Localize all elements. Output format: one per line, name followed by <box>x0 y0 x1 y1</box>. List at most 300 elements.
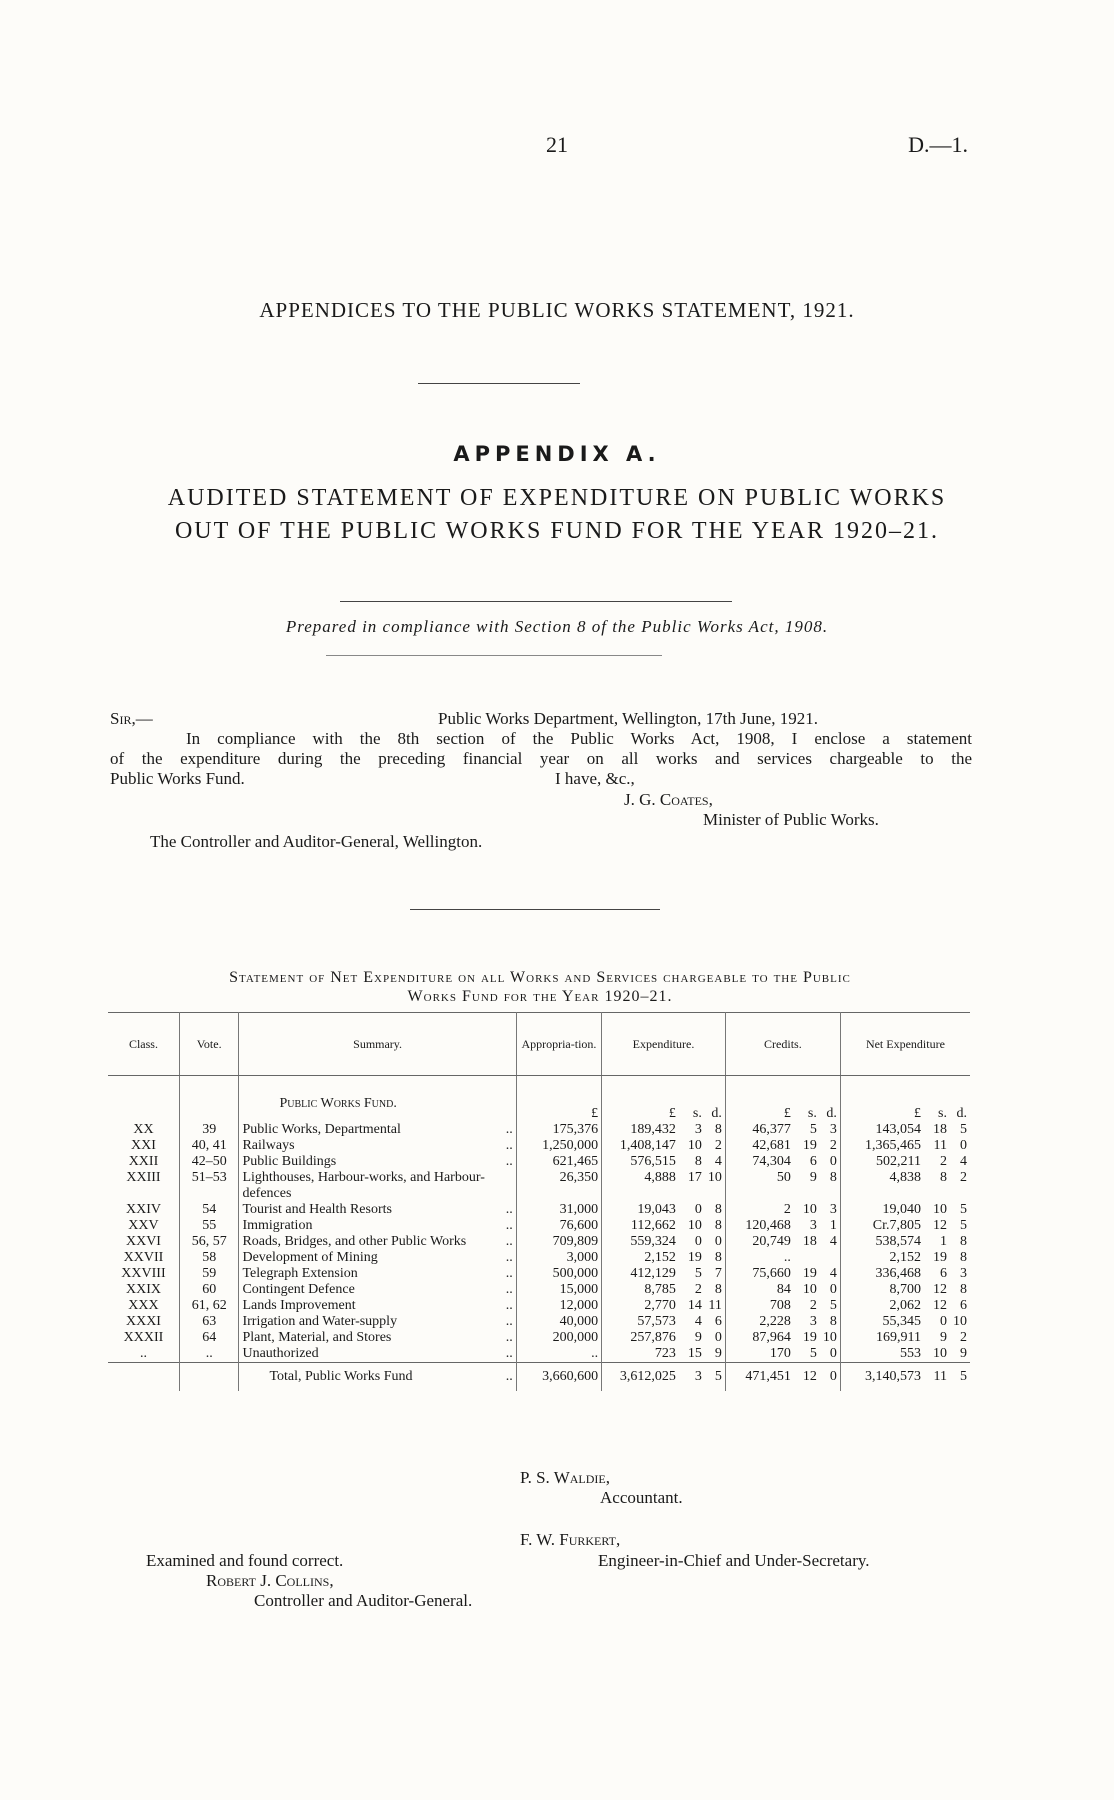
net-expenditure-pounds: 55,345 <box>882 1314 921 1329</box>
net-expenditure-cell <box>840 1218 970 1234</box>
appropriation-cell: 15,000 <box>516 1282 601 1298</box>
leader-dots: .. <box>505 1282 513 1297</box>
credits-pounds: 87,964 <box>752 1330 791 1345</box>
expenditure-cell <box>602 1266 726 1282</box>
net-expenditure-pence: 10 <box>953 1314 967 1329</box>
leader-dots: .. <box>505 1266 513 1281</box>
expenditure-pence: 0 <box>714 1234 722 1249</box>
credits-cell <box>725 1154 840 1170</box>
expenditure-pounds: 4,888 <box>644 1170 676 1185</box>
document-reference: D.—1. <box>908 132 968 157</box>
net-expenditure-pounds: 8,700 <box>889 1282 921 1297</box>
class-cell: XXX <box>108 1298 179 1314</box>
summary-cell <box>239 1202 516 1218</box>
appropriation-cell: 709,809 <box>516 1234 601 1250</box>
net-expenditure-shillings: 11 <box>933 1138 947 1153</box>
summary-cell <box>239 1122 516 1138</box>
prepared-note: Prepared in compliance with Section 8 of the Public Works Act, 1908. <box>285 617 829 636</box>
expenditure-cell <box>602 1170 726 1202</box>
net-expenditure-shillings: 12 <box>933 1298 947 1313</box>
summary-text: Public Buildings <box>242 1154 337 1169</box>
credits-pounds: 46,377 <box>752 1122 791 1137</box>
engineer-name: F. W. Furkert, <box>520 1530 621 1549</box>
vote-cell: 58 <box>179 1250 239 1266</box>
credits-shillings: 10 <box>802 1282 817 1297</box>
leader-dots: .. <box>505 1234 513 1249</box>
net-expenditure-pence: 4 <box>960 1154 967 1169</box>
credits-pence: 8 <box>829 1314 837 1329</box>
table-header-row <box>108 1013 970 1076</box>
auditor-name: Robert J. Collins, <box>206 1571 334 1590</box>
net-expenditure-pence: 6 <box>960 1298 967 1313</box>
letter-signatory-title: Minister of Public Works. <box>703 810 879 829</box>
net-expenditure-pence: 5 <box>960 1202 967 1217</box>
net-expenditure-shillings: 12 <box>933 1218 947 1233</box>
total-label: Total, Public Works Fund <box>269 1369 413 1384</box>
expenditure-cell <box>602 1138 726 1154</box>
leader-dots: .. <box>505 1314 513 1329</box>
vote-cell: 51–53 <box>179 1170 239 1202</box>
total-net-expenditure <box>840 1363 970 1392</box>
table-row <box>108 1234 970 1250</box>
letter-body-line3: Public Works Fund. <box>110 769 245 788</box>
net-expenditure-pounds: Cr.7,805 <box>872 1218 921 1233</box>
class-cell: XX <box>108 1122 179 1138</box>
leader-dots: .. <box>505 1298 513 1313</box>
credits-pence: 0 <box>829 1282 837 1297</box>
net-expenditure-cell <box>840 1154 970 1170</box>
class-cell: .. <box>108 1346 179 1363</box>
expenditure-shillings: 9 <box>694 1330 702 1345</box>
unit-pound: £ <box>914 1106 921 1121</box>
letter-salutation: Sir,— <box>110 709 153 728</box>
unit-shillings: s. <box>692 1106 702 1121</box>
net-expenditure-shillings: 6 <box>940 1266 947 1281</box>
credits-pence: 5 <box>829 1298 837 1313</box>
column-header-vote: Vote. <box>179 1013 239 1076</box>
expenditure-pounds: 559,324 <box>630 1234 676 1249</box>
class-cell: XXXII <box>108 1330 179 1346</box>
credits-cell <box>725 1138 840 1154</box>
vote-cell: .. <box>179 1346 239 1363</box>
expenditure-pounds: 723 <box>654 1346 676 1361</box>
expenditure-pence: 8 <box>714 1218 722 1233</box>
summary-cell <box>239 1170 516 1202</box>
credits-shillings: 9 <box>809 1170 817 1185</box>
divider <box>410 909 660 910</box>
vote-cell: 64 <box>179 1330 239 1346</box>
credits-cell <box>725 1346 840 1363</box>
net-expenditure-cell <box>840 1330 970 1346</box>
expenditure-pounds: 2,770 <box>644 1298 676 1313</box>
appendix-label: APPENDIX A. <box>453 442 661 466</box>
table-spacer-row <box>108 1076 970 1097</box>
expenditure-cell <box>602 1298 726 1314</box>
credits-cell <box>725 1250 840 1266</box>
expenditure-shillings: 5 <box>694 1266 702 1281</box>
net-expenditure-pence: 8 <box>960 1250 967 1265</box>
class-cell: XXIV <box>108 1202 179 1218</box>
net-expenditure-pence: 5 <box>960 1218 967 1233</box>
expenditure-cell <box>602 1250 726 1266</box>
expenditure-table <box>108 1012 970 1391</box>
credits-shillings: 19 <box>802 1330 817 1345</box>
net-expenditure-shillings: 8 <box>940 1170 947 1185</box>
appendix-heading-line1: AUDITED STATEMENT OF EXPENDITURE ON PUBLIC WORKS <box>167 485 947 511</box>
expenditure-cell <box>602 1234 726 1250</box>
total-expenditure-shillings: 3 <box>694 1369 702 1384</box>
total-credits-pounds: 471,451 <box>745 1369 791 1384</box>
leader-dots: .. <box>505 1369 513 1384</box>
summary-text: Telegraph Extension <box>242 1266 358 1281</box>
appropriation-cell: 175,376 <box>516 1122 601 1138</box>
table-row <box>108 1218 970 1234</box>
net-expenditure-shillings: 2 <box>940 1154 947 1169</box>
examined-note: Examined and found correct. <box>146 1551 344 1570</box>
statement-title-line1: Statement of Net Expenditure on all Works and Services chargeable to the Public <box>229 969 851 986</box>
expenditure-pence: 0 <box>714 1330 722 1345</box>
expenditure-pence: 8 <box>714 1122 722 1137</box>
vote-cell: 56, 57 <box>179 1234 239 1250</box>
summary-text: Railways <box>242 1138 295 1153</box>
expenditure-shillings: 8 <box>694 1154 702 1169</box>
appropriation-cell: 12,000 <box>516 1298 601 1314</box>
vote-cell: 59 <box>179 1266 239 1282</box>
net-expenditure-pounds: 553 <box>900 1346 921 1361</box>
expenditure-pence: 8 <box>714 1282 722 1297</box>
appendix-heading-line2: OUT OF THE PUBLIC WORKS FUND FOR THE YEAR 1920–21. <box>174 518 940 544</box>
credits-shillings: 19 <box>802 1138 817 1153</box>
expenditure-cell <box>602 1154 726 1170</box>
unit-pound: £ <box>668 1106 676 1121</box>
credits-pence: 1 <box>829 1218 837 1233</box>
net-expenditure-pounds: 502,211 <box>876 1154 921 1169</box>
class-cell: XXVII <box>108 1250 179 1266</box>
credits-pounds: 2,228 <box>759 1314 791 1329</box>
net-expenditure-shillings: 10 <box>933 1346 947 1361</box>
summary-text: Development of Mining <box>242 1250 378 1265</box>
credits-shillings <box>791 1250 817 1266</box>
net-expenditure-cell <box>840 1250 970 1266</box>
expenditure-pounds: 112,662 <box>630 1218 676 1233</box>
appropriation-cell: 621,465 <box>516 1154 601 1170</box>
expenditure-shillings: 0 <box>694 1202 702 1217</box>
appropriation-cell: 76,600 <box>516 1218 601 1234</box>
letter-address: Public Works Department, Wellington, 17th June, 1921. <box>438 709 819 728</box>
vote-cell: 40, 41 <box>179 1138 239 1154</box>
summary-cell <box>239 1330 516 1346</box>
net-expenditure-pence: 8 <box>960 1282 967 1297</box>
expenditure-pounds: 2,152 <box>644 1250 676 1265</box>
divider <box>418 383 580 384</box>
net-expenditure-cell <box>840 1346 970 1363</box>
class-cell: XXI <box>108 1138 179 1154</box>
credits-cell <box>725 1298 840 1314</box>
credits-pence: 8 <box>829 1170 837 1185</box>
vote-cell: 39 <box>179 1122 239 1138</box>
column-header-credits: Credits. <box>725 1013 840 1076</box>
expenditure-shillings: 0 <box>694 1234 702 1249</box>
class-cell: XXV <box>108 1218 179 1234</box>
net-expenditure-shillings: 18 <box>933 1122 947 1137</box>
expenditure-cell <box>602 1282 726 1298</box>
credits-pounds: 20,749 <box>752 1234 791 1249</box>
leader-dots: .. <box>505 1250 513 1265</box>
credits-pounds: 84 <box>776 1282 791 1297</box>
total-expenditure-pounds: 3,612,025 <box>619 1369 676 1384</box>
leader-dots: .. <box>505 1218 513 1233</box>
divider <box>340 601 732 602</box>
credits-cell <box>725 1218 840 1234</box>
total-credits-pence: 0 <box>829 1369 837 1384</box>
net-expenditure-pounds: 336,468 <box>875 1266 921 1281</box>
net-expenditure-shillings: 0 <box>940 1314 947 1329</box>
credits-pence: 3 <box>829 1122 837 1137</box>
summary-text: Roads, Bridges, and other Public Works <box>242 1234 467 1249</box>
net-expenditure-pounds: 19,040 <box>882 1202 921 1217</box>
section-label: Public Works Fund. <box>239 1096 516 1122</box>
appropriation-cell: 500,000 <box>516 1266 601 1282</box>
expenditure-pounds: 412,129 <box>630 1266 676 1281</box>
expenditure-cell <box>602 1218 726 1234</box>
net-expenditure-shillings: 19 <box>933 1250 947 1265</box>
net-expenditure-shillings: 10 <box>933 1202 947 1217</box>
summary-text: Lands Improvement <box>242 1298 356 1313</box>
expenditure-pence: 6 <box>714 1314 722 1329</box>
class-cell: XXIII <box>108 1170 179 1202</box>
expenditure-cell <box>602 1202 726 1218</box>
unit-shillings: s. <box>938 1106 947 1121</box>
table-row <box>108 1138 970 1154</box>
credits-shillings: 5 <box>809 1122 817 1137</box>
credits-cell <box>725 1282 840 1298</box>
summary-text: Irrigation and Water-supply <box>242 1314 398 1329</box>
unit-pound: £ <box>516 1096 601 1122</box>
credits-shillings: 19 <box>802 1266 817 1281</box>
summary-cell <box>239 1218 516 1234</box>
appropriation-cell: .. <box>516 1346 601 1363</box>
credits-shillings: 3 <box>809 1314 817 1329</box>
credits-shillings: 10 <box>802 1202 817 1217</box>
net-expenditure-pence: 2 <box>960 1330 967 1345</box>
summary-cell <box>239 1138 516 1154</box>
credits-pounds: 170 <box>769 1346 791 1361</box>
unit-shillings: s. <box>807 1106 817 1121</box>
unit-pence: d. <box>711 1106 722 1121</box>
engineer-title: Engineer-in-Chief and Under-Secretary. <box>598 1551 870 1570</box>
column-header-summary: Summary. <box>239 1013 516 1076</box>
expenditure-cell <box>602 1346 726 1363</box>
credits-shillings: 5 <box>809 1346 817 1361</box>
class-cell: XXVI <box>108 1234 179 1250</box>
appropriation-cell: 31,000 <box>516 1202 601 1218</box>
credits-pence: 4 <box>829 1234 837 1249</box>
table-row <box>108 1250 970 1266</box>
credits-cell <box>725 1122 840 1138</box>
section-row <box>108 1096 970 1122</box>
vote-cell: 54 <box>179 1202 239 1218</box>
table-row <box>108 1202 970 1218</box>
column-header-net-expenditure: Net Expenditure <box>840 1013 970 1076</box>
expenditure-pence: 9 <box>714 1346 722 1361</box>
appropriation-cell: 40,000 <box>516 1314 601 1330</box>
net-expenditure-cell <box>840 1202 970 1218</box>
expenditure-pounds: 19,043 <box>637 1202 676 1217</box>
summary-text: Contingent Defence <box>242 1282 355 1297</box>
expenditure-shillings: 10 <box>687 1138 702 1153</box>
net-expenditure-cell <box>840 1266 970 1282</box>
table-row <box>108 1298 970 1314</box>
credits-pence: 0 <box>829 1154 837 1169</box>
credits-pence: 0 <box>829 1346 837 1361</box>
leader-dots: .. <box>505 1346 513 1361</box>
credits-pounds: 50 <box>776 1170 791 1185</box>
appropriation-cell: 26,350 <box>516 1170 601 1202</box>
document-title: APPENDICES TO THE PUBLIC WORKS STATEMENT, 1921. <box>259 298 855 322</box>
summary-text: Tourist and Health Resorts <box>242 1202 392 1217</box>
total-expenditure <box>602 1363 726 1392</box>
summary-cell <box>239 1298 516 1314</box>
divider <box>326 655 662 656</box>
summary-text: Lighthouses, Harbour-works, and Harbour-defences <box>242 1170 485 1201</box>
page-number: 21 <box>546 132 568 157</box>
credits-pounds: 2 <box>783 1202 791 1217</box>
net-expenditure-pounds: 538,574 <box>875 1234 921 1249</box>
net-expenditure-pence: 8 <box>960 1234 967 1249</box>
leader-dots: .. <box>505 1330 513 1345</box>
net-expenditure-cell <box>840 1298 970 1314</box>
appropriation-cell: 1,250,000 <box>516 1138 601 1154</box>
column-header-class: Class. <box>108 1013 179 1076</box>
expenditure-pence: 11 <box>708 1298 722 1313</box>
vote-cell: 61, 62 <box>179 1298 239 1314</box>
net-expenditure-pence: 2 <box>960 1170 967 1185</box>
unit-pence: d. <box>826 1106 837 1121</box>
total-credits <box>725 1363 840 1392</box>
expenditure-cell <box>602 1314 726 1330</box>
total-net-expenditure-pence: 5 <box>960 1369 967 1384</box>
expenditure-pence: 8 <box>714 1250 722 1265</box>
table-row <box>108 1314 970 1330</box>
credits-pounds: 74,304 <box>752 1154 791 1169</box>
summary-text: Immigration <box>242 1218 313 1233</box>
expenditure-shillings: 17 <box>687 1170 702 1185</box>
total-net-expenditure-shillings: 11 <box>933 1369 947 1384</box>
summary-cell <box>239 1234 516 1250</box>
expenditure-pounds: 57,573 <box>637 1314 676 1329</box>
net-expenditure-pounds: 4,838 <box>889 1170 921 1185</box>
total-credits-shillings: 12 <box>802 1369 817 1384</box>
table-row <box>108 1330 970 1346</box>
credits-pence: 2 <box>829 1138 837 1153</box>
unit-pound: £ <box>783 1106 791 1121</box>
expenditure-pence: 8 <box>714 1202 722 1217</box>
expenditure-pounds: 257,876 <box>630 1330 676 1345</box>
net-expenditure-cell <box>840 1138 970 1154</box>
summary-text: Public Works, Departmental <box>242 1122 401 1137</box>
summary-cell <box>239 1282 516 1298</box>
net-expenditure-shillings: 9 <box>940 1330 947 1345</box>
expenditure-shillings: 10 <box>687 1218 702 1233</box>
accountant-title: Accountant. <box>600 1488 683 1507</box>
expenditure-pounds: 576,515 <box>630 1154 676 1169</box>
class-cell: XXIX <box>108 1282 179 1298</box>
credits-pounds: 708 <box>769 1298 791 1313</box>
net-expenditure-pence: 5 <box>960 1122 967 1137</box>
column-header-appropriation: Appropria-tion. <box>516 1013 601 1076</box>
vote-cell: 55 <box>179 1218 239 1234</box>
total-appropriation: 3,660,600 <box>516 1363 601 1392</box>
expenditure-shillings: 15 <box>687 1346 702 1361</box>
net-expenditure-cell <box>840 1170 970 1202</box>
net-expenditure-pence: 3 <box>960 1266 967 1281</box>
credits-pounds: .. <box>783 1250 791 1265</box>
credits-cell <box>725 1266 840 1282</box>
net-expenditure-shillings: 12 <box>933 1282 947 1297</box>
credits-cell <box>725 1314 840 1330</box>
net-expenditure-pence: 0 <box>960 1138 967 1153</box>
vote-cell: 60 <box>179 1282 239 1298</box>
letter-signatory: J. G. Coates, <box>624 790 713 809</box>
letter-addressee: The Controller and Auditor-General, Wellington. <box>150 832 483 851</box>
appropriation-cell: 200,000 <box>516 1330 601 1346</box>
column-header-expenditure: Expenditure. <box>602 1013 726 1076</box>
class-cell: XXII <box>108 1154 179 1170</box>
letter-closing: I have, &c., <box>555 769 635 788</box>
credits-shillings: 18 <box>802 1234 817 1249</box>
unit-pence: d. <box>956 1106 967 1121</box>
credits-shillings: 2 <box>809 1298 817 1313</box>
credits-cell <box>725 1202 840 1218</box>
credits-cell <box>725 1234 840 1250</box>
credits-pence <box>817 1250 837 1266</box>
credits-pence: 3 <box>829 1202 837 1217</box>
net-expenditure-pounds: 2,152 <box>889 1250 921 1265</box>
credits-pounds: 120,468 <box>745 1218 791 1233</box>
leader-dots: .. <box>505 1154 513 1169</box>
table-row <box>108 1122 970 1138</box>
net-expenditure-pounds: 143,054 <box>875 1122 921 1137</box>
table-row <box>108 1154 970 1170</box>
auditor-title: Controller and Auditor-General. <box>254 1591 473 1610</box>
net-expenditure-pounds: 2,062 <box>889 1298 921 1313</box>
expenditure-pounds: 189,432 <box>630 1122 676 1137</box>
total-label-cell <box>239 1363 516 1392</box>
class-cell: XXXI <box>108 1314 179 1330</box>
expenditure-pence: 4 <box>714 1154 722 1169</box>
vote-cell: 63 <box>179 1314 239 1330</box>
expenditure-cell <box>602 1330 726 1346</box>
net-expenditure-cell <box>840 1314 970 1330</box>
letter-body-line2: of the expenditure during the preceding financial year on all works and services chargeable to the <box>110 749 972 768</box>
net-expenditure-cell <box>840 1234 970 1250</box>
credits-pounds: 75,660 <box>752 1266 791 1281</box>
credits-pence: 4 <box>829 1266 837 1281</box>
summary-text: Plant, Material, and Stores <box>242 1330 392 1345</box>
total-row <box>108 1363 970 1392</box>
letter-body-line1: In compliance with the 8th section of the Public Works Act, 1908, I enclose a statement <box>186 729 972 748</box>
credits-shillings: 3 <box>809 1218 817 1233</box>
accountant-name: P. S. Waldie, <box>520 1468 611 1487</box>
expenditure-cell <box>602 1122 726 1138</box>
credits-pence: 10 <box>822 1330 837 1345</box>
expenditure-pence: 7 <box>714 1266 722 1281</box>
credits-cell <box>725 1330 840 1346</box>
net-expenditure-cell <box>840 1282 970 1298</box>
expenditure-shillings: 2 <box>694 1282 702 1297</box>
credits-cell <box>725 1170 840 1202</box>
summary-cell <box>239 1266 516 1282</box>
